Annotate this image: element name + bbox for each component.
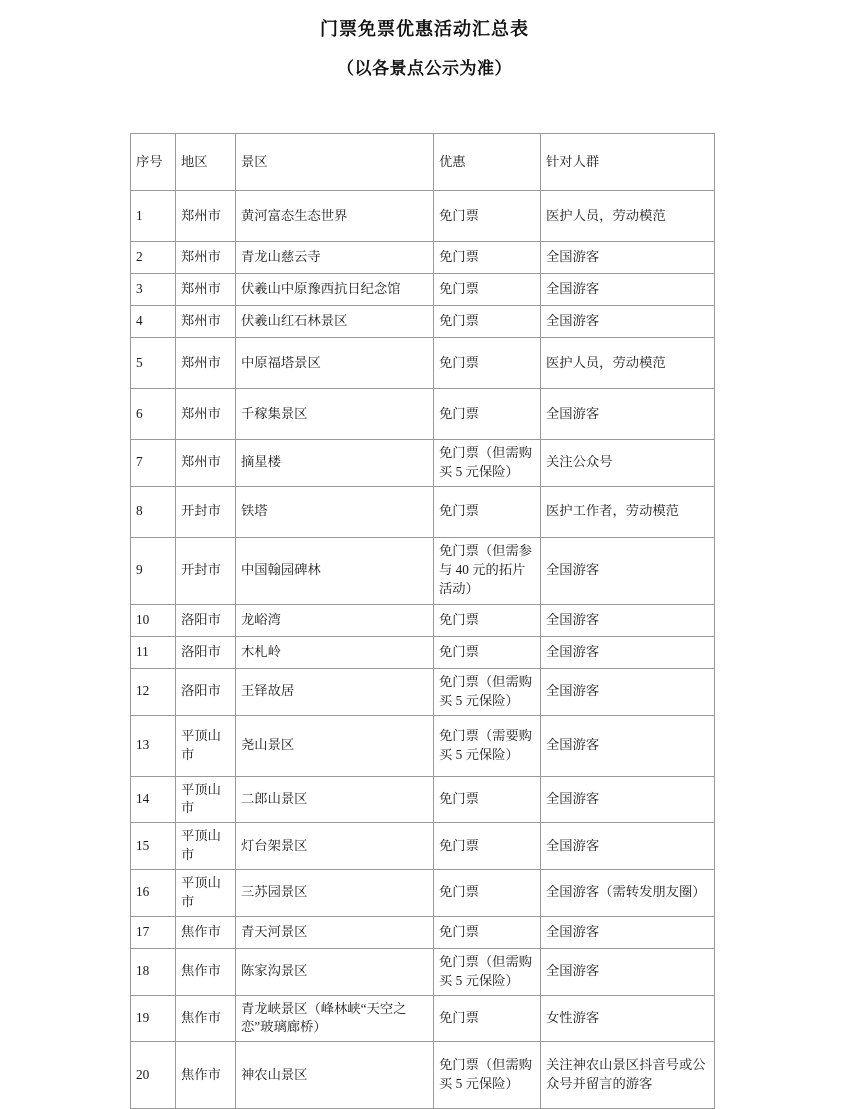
cell-group: 全国游客 <box>541 274 715 306</box>
cell-group: 全国游客 <box>541 715 715 776</box>
cell-spot: 龙峪湾 <box>236 604 434 636</box>
cell-spot: 中国翰园碑林 <box>236 537 434 604</box>
cell-group: 全国游客 <box>541 948 715 995</box>
cell-no: 2 <box>131 242 176 274</box>
cell-spot: 青龙峡景区（峰林峡“天空之恋”玻璃廊桥） <box>236 995 434 1042</box>
cell-group: 全国游客 <box>541 242 715 274</box>
column-header-group: 针对人群 <box>541 134 715 191</box>
page-subtitle: （以各景点公示为准） <box>337 59 512 79</box>
cell-no: 4 <box>131 306 176 338</box>
table-row <box>131 338 715 389</box>
cell-spot: 青龙山慈云寺 <box>236 242 434 274</box>
cell-spot: 灯台架景区 <box>236 823 434 870</box>
cell-offer: 免门票（但需购买 5 元保险） <box>434 668 541 715</box>
cell-offer: 免门票 <box>434 306 541 338</box>
cell-spot: 伏羲山中原豫西抗日纪念馆 <box>236 274 434 306</box>
cell-group: 全国游客 <box>541 916 715 948</box>
cell-area: 郑州市 <box>176 389 236 440</box>
table-row <box>131 389 715 440</box>
cell-no: 12 <box>131 668 176 715</box>
cell-group: 全国游客 <box>541 823 715 870</box>
summary-table-container <box>130 133 714 1109</box>
cell-group: 关注神农山景区抖音号或公众号并留言的游客 <box>541 1042 715 1109</box>
cell-area: 平顶山市 <box>176 823 236 870</box>
cell-area: 郑州市 <box>176 274 236 306</box>
cell-no: 16 <box>131 870 176 917</box>
table-row <box>131 823 715 870</box>
cell-offer: 免门票 <box>434 242 541 274</box>
cell-no: 14 <box>131 776 176 823</box>
cell-group: 全国游客 <box>541 668 715 715</box>
cell-area: 郑州市 <box>176 242 236 274</box>
cell-spot: 木札岭 <box>236 636 434 668</box>
cell-no: 6 <box>131 389 176 440</box>
cell-offer: 免门票（需要购买 5 元保险） <box>434 715 541 776</box>
cell-area: 开封市 <box>176 537 236 604</box>
cell-no: 18 <box>131 948 176 995</box>
cell-spot: 伏羲山红石林景区 <box>236 306 434 338</box>
cell-area: 焦作市 <box>176 1042 236 1109</box>
cell-no: 9 <box>131 537 176 604</box>
cell-offer: 免门票 <box>434 338 541 389</box>
cell-group: 医护人员，劳动模范 <box>541 191 715 242</box>
cell-spot: 王铎故居 <box>236 668 434 715</box>
cell-area: 郑州市 <box>176 191 236 242</box>
cell-offer: 免门票 <box>434 995 541 1042</box>
table-row <box>131 995 715 1042</box>
cell-group: 全国游客 <box>541 636 715 668</box>
cell-spot: 千稼集景区 <box>236 389 434 440</box>
table-row <box>131 776 715 823</box>
cell-no: 8 <box>131 486 176 537</box>
cell-no: 20 <box>131 1042 176 1109</box>
cell-group: 全国游客 <box>541 604 715 636</box>
cell-offer: 免门票 <box>434 636 541 668</box>
table-row <box>131 870 715 917</box>
table-row <box>131 242 715 274</box>
cell-group: 全国游客 <box>541 306 715 338</box>
cell-spot: 神农山景区 <box>236 1042 434 1109</box>
cell-no: 1 <box>131 191 176 242</box>
cell-spot: 三苏园景区 <box>236 870 434 917</box>
page-title: 门票免票优惠活动汇总表 <box>320 19 529 39</box>
cell-offer: 免门票 <box>434 604 541 636</box>
cell-area: 平顶山市 <box>176 776 236 823</box>
cell-group: 全国游客 <box>541 537 715 604</box>
cell-area: 焦作市 <box>176 916 236 948</box>
column-header-offer: 优惠 <box>434 134 541 191</box>
cell-area: 洛阳市 <box>176 636 236 668</box>
table-row <box>131 668 715 715</box>
column-header-area: 地区 <box>176 134 236 191</box>
cell-offer: 免门票（但需购买 5 元保险） <box>434 948 541 995</box>
table-row <box>131 306 715 338</box>
cell-offer: 免门票 <box>434 916 541 948</box>
table-body <box>131 134 715 1109</box>
cell-spot: 中原福塔景区 <box>236 338 434 389</box>
table-row <box>131 274 715 306</box>
cell-offer: 免门票（但需购买 5 元保险） <box>434 1042 541 1109</box>
cell-group: 医护人员，劳动模范 <box>541 338 715 389</box>
cell-no: 13 <box>131 715 176 776</box>
cell-group: 女性游客 <box>541 995 715 1042</box>
cell-area: 洛阳市 <box>176 604 236 636</box>
cell-area: 郑州市 <box>176 306 236 338</box>
cell-no: 19 <box>131 995 176 1042</box>
cell-no: 5 <box>131 338 176 389</box>
cell-area: 焦作市 <box>176 995 236 1042</box>
cell-spot: 摘星楼 <box>236 440 434 487</box>
table-row <box>131 1042 715 1109</box>
cell-offer: 免门票 <box>434 191 541 242</box>
cell-area: 郑州市 <box>176 338 236 389</box>
cell-area: 洛阳市 <box>176 668 236 715</box>
cell-offer: 免门票 <box>434 274 541 306</box>
table-row <box>131 636 715 668</box>
cell-no: 3 <box>131 274 176 306</box>
table-row <box>131 486 715 537</box>
cell-area: 焦作市 <box>176 948 236 995</box>
cell-offer: 免门票 <box>434 870 541 917</box>
table-row <box>131 715 715 776</box>
ticket-discount-summary-table <box>130 133 715 1109</box>
table-header-row <box>131 134 715 191</box>
cell-no: 7 <box>131 440 176 487</box>
table-row <box>131 916 715 948</box>
cell-no: 17 <box>131 916 176 948</box>
cell-no: 10 <box>131 604 176 636</box>
table-row <box>131 191 715 242</box>
cell-no: 15 <box>131 823 176 870</box>
cell-no: 11 <box>131 636 176 668</box>
cell-group: 全国游客 <box>541 776 715 823</box>
table-row <box>131 537 715 604</box>
table-row <box>131 948 715 995</box>
column-header-spot: 景区 <box>236 134 434 191</box>
cell-spot: 陈家沟景区 <box>236 948 434 995</box>
cell-area: 平顶山市 <box>176 715 236 776</box>
cell-offer: 免门票 <box>434 486 541 537</box>
cell-area: 开封市 <box>176 486 236 537</box>
table-row <box>131 604 715 636</box>
cell-spot: 二郎山景区 <box>236 776 434 823</box>
cell-area: 郑州市 <box>176 440 236 487</box>
cell-group: 医护工作者，劳动模范 <box>541 486 715 537</box>
cell-group: 全国游客 <box>541 389 715 440</box>
cell-spot: 黄河富态生态世界 <box>236 191 434 242</box>
cell-offer: 免门票 <box>434 389 541 440</box>
cell-offer: 免门票 <box>434 823 541 870</box>
column-header-no: 序号 <box>131 134 176 191</box>
cell-spot: 尧山景区 <box>236 715 434 776</box>
cell-offer: 免门票（但需购买 5 元保险） <box>434 440 541 487</box>
cell-offer: 免门票（但需参与 40 元的拓片活动） <box>434 537 541 604</box>
cell-group: 关注公众号 <box>541 440 715 487</box>
cell-group: 全国游客（需转发朋友圈） <box>541 870 715 917</box>
cell-spot: 铁塔 <box>236 486 434 537</box>
cell-spot: 青天河景区 <box>236 916 434 948</box>
table-row <box>131 440 715 487</box>
cell-offer: 免门票 <box>434 776 541 823</box>
cell-area: 平顶山市 <box>176 870 236 917</box>
